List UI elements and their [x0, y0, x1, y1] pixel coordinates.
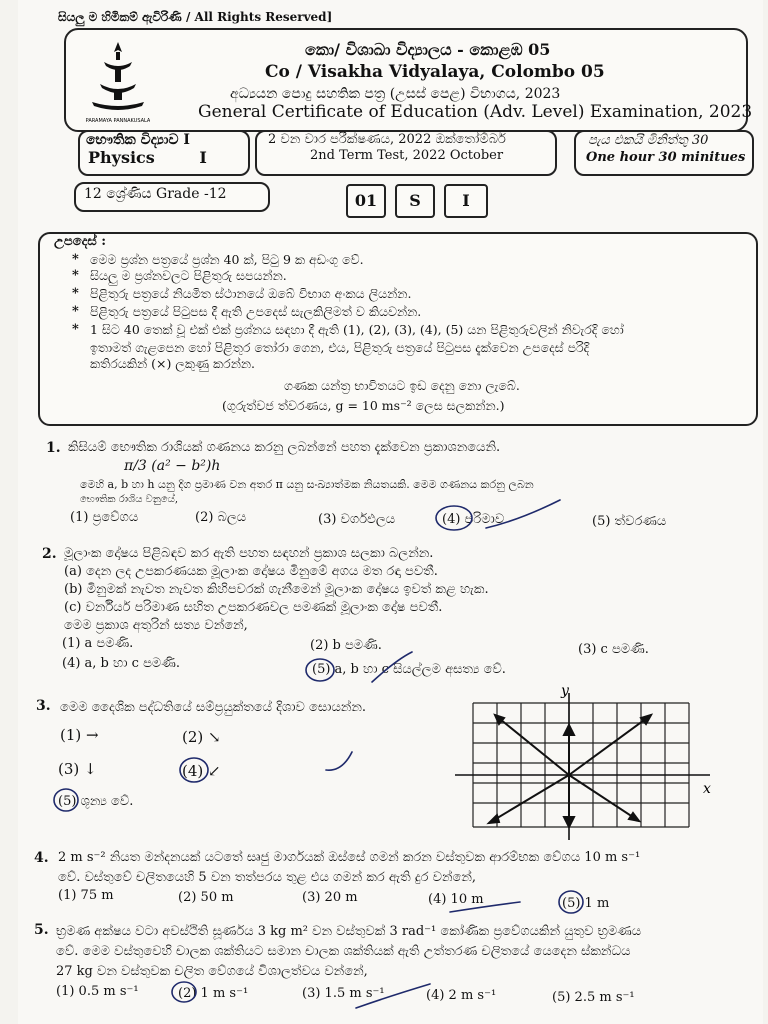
- svg-text:PARAMAYA PANNAKUSALA: PARAMAYA PANNAKUSALA: [86, 118, 150, 124]
- answer-option: (4) පරිමාව: [442, 512, 505, 527]
- term-en: 2nd Term Test, 2022 October: [310, 148, 504, 163]
- vector-arrows: [489, 715, 651, 827]
- subject-si: භෞතික විද්‍යාව I: [86, 132, 190, 148]
- bullet: *: [72, 268, 79, 283]
- answer-option: (4) 2 m s⁻¹: [426, 988, 497, 1003]
- answer-option: (1) 75 m: [58, 888, 114, 903]
- exam-title-si: අධ්‍යයන පොදු සහතික පත්‍ර (උසස් පෙළ) විභාගය, 2023: [230, 86, 561, 102]
- answer-option: (1) a පමණි.: [62, 636, 134, 651]
- statement: (b) මිනුමක් නැවත නැවත කිහිපවරක් ගැනීමෙන් මූලාංක දෝෂය ඉවත් කළ හැක.: [64, 582, 489, 597]
- time-si: පැය එකයි මිනිත්තු 30: [588, 133, 709, 148]
- answer-option: (2) 1 m s⁻¹: [178, 986, 249, 1001]
- instruction-item: පිළිතුරු පත්‍රයේ නියමිත ස්ථානයේ ඔබේ විභාග අංකය ලියන්න.: [90, 286, 412, 301]
- subject-en: Physics I: [88, 148, 207, 167]
- gravity-note: (ගුරුත්වජ ත්වරණය, g = 10 ms⁻² ලෙස සලකන්න.): [222, 398, 505, 413]
- question-text: වේ. මෙම වස්තුවෙහි චාලක ශක්තියට සමාන චාලක ශක්තියක් ඇති උත්තරණ චලිතයේ යෙදෙන ස්කන්ධය: [56, 944, 631, 959]
- question-number: 5.: [34, 922, 49, 938]
- answer-option: (1) ප්‍රවේගය: [70, 510, 139, 525]
- instruction-item: සියලු ම ප්‍රශ්නවලට පිළිතුරු සපයන්න.: [90, 268, 287, 283]
- question-number: 3.: [36, 698, 51, 714]
- question-text: මෙහි a, b හා h යනු දිග ප්‍රමාණ වන අතර π යනු සංඛ්‍යාත්මක නියතයකි. මෙම ගණනය කරනු ලබන: [80, 478, 534, 491]
- answer-option: (4) ↙: [182, 762, 221, 780]
- answer-option: (2) ↘: [182, 728, 221, 746]
- answer-option: (4) 10 m: [428, 892, 484, 907]
- question-text: මූලාංක දෝෂය පිළිබඳව කර ඇති පහත සඳහන් ප්‍රකාශ සලකා බලන්න.: [64, 546, 434, 561]
- statement: (c) වර්නියර් පරිමාණ සහිත උපකරණවල පමණක් මූලාංක දෝෂ පවතී.: [64, 600, 443, 615]
- bullet: *: [72, 252, 79, 267]
- answer-option: (3) ↓: [58, 760, 97, 778]
- calculator-note: ගණක යන්ත්‍ර භාවිතයට ඉඩ දෙනු නො ලැබේ.: [284, 378, 520, 393]
- instruction-continued: ඉතාමත් ගැළපෙන හෝ පිළිතුර තෝරා ගෙන, එය, පිළිතුරු පත්‍රයේ පිටුපස දැක්වෙන උපදෙස් පරිදි: [90, 340, 590, 355]
- bullet: *: [72, 322, 79, 337]
- formula: π/3 (a² − b²)h: [124, 458, 221, 474]
- answer-option: (5) ශූන්‍ය වේ.: [58, 794, 134, 809]
- bullet: *: [72, 304, 79, 319]
- grade-label: 12 ශ්‍රේණිය Grade -12: [84, 186, 227, 202]
- y-axis-label: y: [561, 685, 569, 699]
- school-name-si: කො/ විශාඛා විද්‍යාලය - කොළඹ 05: [305, 40, 551, 59]
- question-text: 2 m s⁻² නියත මන්දනයක් යටතේ සෘජු මාර්ගයක් ඔස්සේ ගමන් කරන වස්තුවක ආරම්භක වේගය 10 m s⁻¹: [58, 850, 641, 865]
- question-text: මෙම දෛශික පද්ධතියේ සම්ප්‍රයුක්තයේ දිශාව සොයන්න.: [60, 700, 367, 715]
- answer-option: (1) 0.5 m s⁻¹: [56, 984, 139, 999]
- school-logo: [86, 40, 150, 124]
- answer-option: (3) වර්ගඵලය: [318, 512, 396, 527]
- statement: (a) දෙන ලද උපකරණයක මූලාංක දෝෂය මිනුමේ අගය මත රඳා පවතී.: [64, 564, 438, 579]
- answer-option: (4) a, b හා c පමණි.: [62, 656, 180, 671]
- paper-code-box: S: [395, 184, 435, 218]
- answer-option: (5) ත්වරණය: [592, 514, 667, 529]
- time-en: One hour 30 minitues: [586, 150, 746, 165]
- question-number: 2.: [42, 546, 57, 562]
- question-text: කිසියම් භෞතික රාශියක් ගණනය කරනු ලබන්නේ පහත දැක්වෙන ප්‍රකාශනයෙනි.: [68, 440, 501, 455]
- answer-option: (3) c පමණි.: [578, 642, 649, 657]
- question-lead: මෙම ප්‍රකාශ අතුරින් සත්‍ය වන්නේ,: [64, 618, 248, 633]
- answer-option: (2) b පමණි.: [310, 638, 382, 653]
- question-text: වේ. වස්තුවේ චලිතයෙහි 5 වන තත්පරය තුළ එය ගමන් කර ඇති දුර වන්නේ,: [58, 870, 477, 885]
- school-name-en: Co / Visakha Vidyalaya, Colombo 05: [265, 62, 605, 82]
- question-text: භ්‍රමණ අක්ෂය වටා අවස්ථිති සූර්ණය 3 kg m² වන වස්තුවක් 3 rad⁻¹ කෝණික ප්‍රවේගයකින් යුතුව භ්‍රමණය: [56, 924, 642, 939]
- instruction-item: පිළිතුරු පත්‍රයේ පිටුපස දී ඇති උපදෙස් සැලකිලිමත් ව කියවන්න.: [90, 304, 422, 319]
- answer-option: (5) 1 m: [562, 896, 610, 911]
- x-axis-label: x: [703, 781, 711, 797]
- answer-option: (1) →: [60, 726, 99, 744]
- exam-title-en: General Certificate of Education (Adv. Level) Examination, 2023: [198, 102, 753, 122]
- instruction-item: මෙම ප්‍රශ්න පත්‍රයේ ප්‍රශ්න 40 ක්, පිටු 9 ක අඩංගු වේ.: [90, 252, 364, 267]
- question-number: 4.: [34, 850, 49, 866]
- answer-option: (2) 50 m: [178, 890, 234, 905]
- paper-code-box: I: [444, 184, 488, 218]
- paper-code-box: 01: [346, 184, 386, 218]
- answer-option: (5) a, b හා c සියල්ලම අසත්‍ය වේ.: [312, 662, 506, 677]
- question-number: 1.: [46, 440, 61, 456]
- instruction-continued: කතිරයකින් (×) ලකුණු කරන්න.: [90, 356, 255, 371]
- question-text: 27 kg වන වස්තුවක චලිත වේගයේ විශාලත්වය වන්නේ,: [56, 964, 368, 979]
- answer-option: (5) 2.5 m s⁻¹: [552, 990, 635, 1005]
- vector-grid-diagram: [455, 685, 755, 845]
- answer-option: (3) 1.5 m s⁻¹: [302, 986, 385, 1001]
- question-text: භෞතික රාශිය වනුයේ,: [80, 494, 179, 505]
- bullet: *: [72, 286, 79, 301]
- term-si: 2 වන වාර පරීක්ෂණය, 2022 ඔක්තෝම්බර්: [268, 132, 506, 147]
- answer-option: (2) බලය: [195, 510, 247, 525]
- instructions-title: උපදෙස් :: [54, 234, 107, 249]
- instruction-item: 1 සිට 40 තෙක් වූ එක් එක් ප්‍රශ්නය සඳහා දී ඇති (1), (2), (3), (4), (5) යන පිළිතුරුවලින් නිවැරදි හෝ: [90, 322, 624, 337]
- rights-notice: සියලු ම හිමිකම් ඇවිරිණි / All Rights Reserved]: [58, 10, 333, 24]
- answer-option: (3) 20 m: [302, 890, 358, 905]
